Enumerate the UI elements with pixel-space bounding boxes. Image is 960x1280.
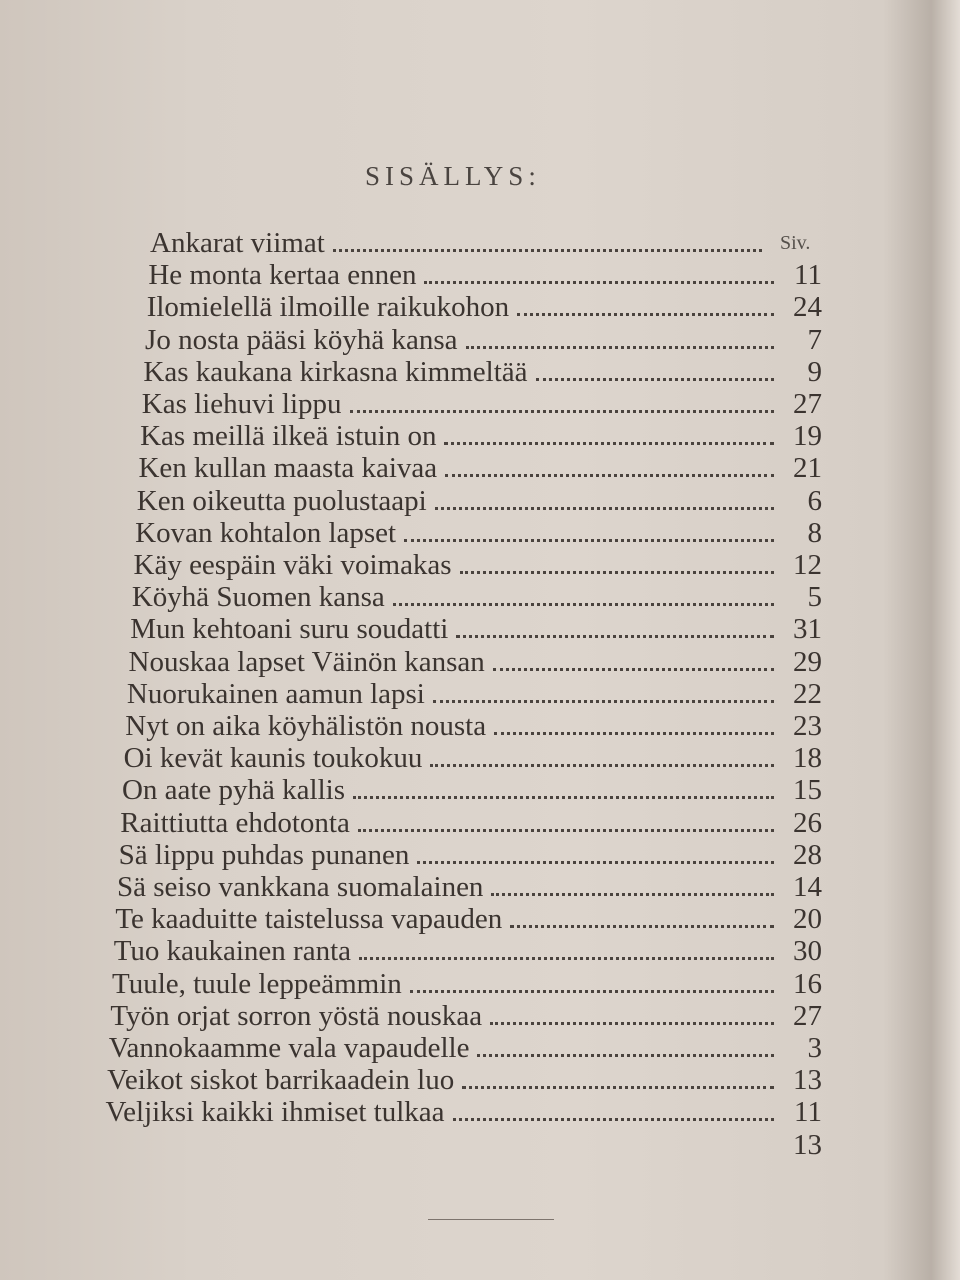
toc-page-number: 21 <box>792 453 822 485</box>
toc-entry-title: Työn orjat sorron yöstä nouskaa <box>110 1000 483 1032</box>
toc-entry-title: Tuo kaukainen ranta <box>113 936 352 968</box>
dot-leader <box>517 313 774 316</box>
toc-page-number: 7 <box>807 324 822 356</box>
dot-leader <box>358 829 774 832</box>
toc-page-number: 27 <box>793 389 822 420</box>
toc-page-number: 14 <box>793 872 822 903</box>
toc-entry-title: Sä seiso vankkana suomalainen <box>117 872 484 903</box>
toc-entry-title: Kovan kohtalon lapset <box>135 517 397 549</box>
toc-entry <box>109 1033 822 1064</box>
toc-entry <box>134 550 823 581</box>
toc-page-number: 13 <box>793 1129 822 1161</box>
dot-leader <box>353 796 774 799</box>
toc-page-number: 22 <box>792 678 822 710</box>
divider <box>428 1219 554 1220</box>
dot-leader <box>359 957 774 960</box>
toc-page-number: 16 <box>792 968 822 1000</box>
toc-page-number: 23 <box>793 711 822 742</box>
dot-leader <box>410 990 774 993</box>
dot-leader <box>491 893 774 896</box>
page-column-label: Siv. <box>780 232 811 254</box>
toc-entry <box>132 582 822 613</box>
toc-page-number: 15 <box>792 775 822 807</box>
toc-entry-title: Ken oikeutta puolustaapi <box>136 485 427 517</box>
toc-page-number: 27 <box>792 1000 822 1032</box>
toc-page-number: 24 <box>792 292 822 324</box>
toc-entry <box>125 711 822 742</box>
dot-leader <box>435 507 774 510</box>
toc-entry-title: Veikot siskot barrikaadein luo <box>107 1065 455 1097</box>
toc-entry <box>142 389 822 420</box>
page-title: SISÄLLYS: <box>365 161 541 191</box>
toc-entry <box>150 228 770 259</box>
toc-entry <box>138 453 822 484</box>
toc-entry-title: He monta kertaa ennen <box>148 260 417 292</box>
toc-page-number: 31 <box>792 614 822 646</box>
toc-page-number: 13 <box>792 1065 822 1097</box>
dot-leader <box>462 1086 774 1089</box>
toc-entry <box>115 904 822 935</box>
toc-page-number: 30 <box>792 936 822 968</box>
dot-leader <box>417 861 774 864</box>
toc-entry <box>127 679 822 710</box>
dot-leader <box>477 1054 774 1057</box>
dot-leader <box>393 603 774 606</box>
toc-page-number: 19 <box>792 421 822 453</box>
toc-entry <box>135 518 822 549</box>
dot-leader <box>430 764 774 767</box>
toc-page-number: 20 <box>792 904 822 936</box>
toc-entry-title: Sä lippu puhdas punanen <box>118 839 410 871</box>
toc-entry <box>120 808 822 839</box>
toc-entry <box>112 969 822 1000</box>
dot-leader <box>445 474 774 477</box>
toc-entry <box>129 647 822 678</box>
toc-entry-title: Tuule, tuule leppeämmin <box>112 968 402 1000</box>
toc-entry-title: Ankarat viimat <box>150 228 325 259</box>
dot-leader <box>404 539 774 542</box>
toc-page-number: 5 <box>807 582 822 614</box>
toc-entry <box>130 614 822 645</box>
dot-leader <box>350 410 774 413</box>
dot-leader <box>333 249 762 252</box>
toc-entry-title: Oi kevät kaunis toukokuu <box>123 743 423 775</box>
toc-entry-title: Vannokaamme vala vapaudelle <box>108 1033 470 1064</box>
toc-page-number: 11 <box>794 1097 822 1129</box>
toc-page-number: 18 <box>792 743 822 775</box>
toc-page-number: 8 <box>807 517 822 549</box>
toc-entry <box>119 840 822 871</box>
toc-trailing-page <box>772 1130 822 1161</box>
toc-entry-title: Ken kullan maasta kaivaa <box>138 453 438 485</box>
toc-entry <box>114 936 822 967</box>
toc-entry <box>148 260 822 291</box>
toc-entry <box>110 1001 822 1032</box>
dot-leader <box>453 1118 774 1121</box>
toc-entry <box>137 486 822 517</box>
dot-leader <box>494 732 774 735</box>
toc-entry-title: Kas kaukana kirkasna kimmeltää <box>143 356 528 388</box>
toc-entry <box>107 1065 822 1096</box>
dot-leader <box>433 700 774 703</box>
dot-leader <box>444 442 774 445</box>
toc-entry-title: Jo nosta pääsi köyhä kansa <box>145 324 458 356</box>
toc-page-number: 26 <box>792 807 822 839</box>
dot-leader <box>460 571 774 574</box>
toc-page-number: 6 <box>807 485 822 517</box>
toc-entry-title: Veljiksi kaikki ihmiset tulkaa <box>105 1097 445 1129</box>
toc-entry-title: Nouskaa lapset Väinön kansan <box>128 646 485 678</box>
dot-leader <box>456 635 774 638</box>
toc-entry-title: On aate pyhä kallis <box>121 775 346 807</box>
toc-entry <box>124 743 822 774</box>
toc-entry <box>143 357 822 388</box>
toc-page-number: 9 <box>807 356 822 388</box>
dot-leader <box>490 1022 774 1025</box>
dot-leader <box>424 281 774 284</box>
toc-entry <box>147 292 822 323</box>
toc-page-number: 12 <box>793 550 822 581</box>
toc-entry-title: Kas meillä ilkeä istuin on <box>140 421 437 453</box>
toc-entry-title: Nuorukainen aamun lapsi <box>126 678 425 710</box>
dot-leader <box>466 346 774 349</box>
toc-entry <box>145 325 822 356</box>
toc-page-number: 11 <box>794 260 822 292</box>
toc-entry <box>140 421 822 452</box>
toc-page-number: 29 <box>792 646 822 678</box>
toc-entry-title: Mun kehtoani suru soudatti <box>130 614 449 646</box>
toc-entry-title: Nyt on aika köyhälistön nousta <box>125 711 487 742</box>
toc-entry-title: Kas liehuvi lippu <box>141 389 342 420</box>
toc-entry-title: Raittiutta ehdotonta <box>120 807 350 839</box>
dot-leader <box>493 668 774 671</box>
dot-leader <box>510 925 774 928</box>
toc-page-number: 3 <box>807 1033 822 1064</box>
toc-entry <box>105 1097 822 1128</box>
toc-page-number: 28 <box>792 839 822 871</box>
toc-entry-title: Köyhä Suomen kansa <box>131 582 385 614</box>
toc-entry-title: Ilomielellä ilmoille raikukohon <box>146 292 510 324</box>
toc-entry-title: Te kaaduitte taistelussa vapauden <box>115 904 503 936</box>
toc-entry <box>117 872 822 903</box>
dot-leader <box>536 378 774 381</box>
toc-entry <box>122 775 822 806</box>
toc-entry-title: Käy eespäin väki voimakas <box>133 550 452 581</box>
